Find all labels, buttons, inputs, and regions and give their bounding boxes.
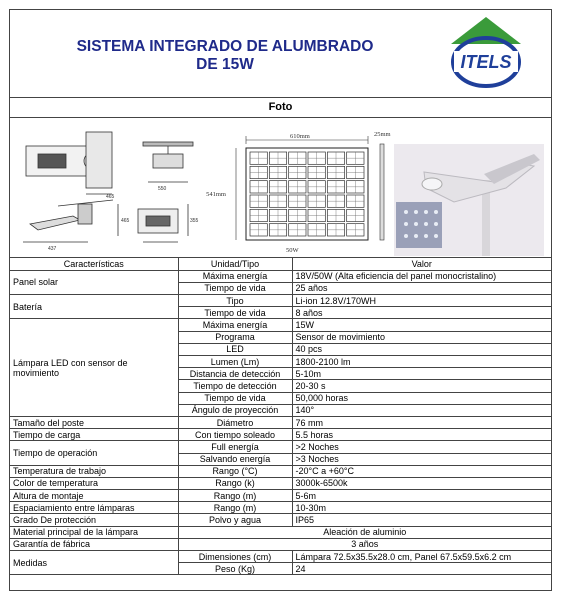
unit-cell: Salvando energía: [178, 453, 292, 465]
unit-cell: Lumen (Lm): [178, 356, 292, 368]
unit-cell: Rango (k): [178, 477, 292, 489]
unit-cell: Con tiempo soleado: [178, 429, 292, 441]
unit-cell: Polvo y agua: [178, 514, 292, 526]
value-cell: >3 Noches: [292, 453, 551, 465]
table-row: [10, 416, 551, 428]
title-line-2: DE 15W: [196, 56, 254, 73]
table-row: [10, 319, 551, 331]
value-cell: 5-6m: [292, 490, 551, 502]
unit-cell: Tipo: [178, 295, 292, 307]
unit-cell: Diámetro: [178, 416, 292, 428]
table-row: [10, 441, 551, 453]
unit-cell: Full energía: [178, 441, 292, 453]
panel-width-label: 610mm: [290, 133, 310, 140]
characteristic-cell: Lámpara LED con sensor de movimiento: [10, 319, 178, 417]
characteristic-cell: Batería: [10, 295, 178, 319]
value-cell: 24: [292, 563, 551, 575]
merged-value-cell: 3 años: [178, 538, 551, 550]
value-cell: 50,000 horas: [292, 392, 551, 404]
spec-table: [10, 258, 551, 575]
unit-cell: Programa: [178, 331, 292, 343]
logo-text: ITELS: [460, 52, 512, 72]
value-cell: 76 mm: [292, 416, 551, 428]
table-row: [10, 514, 551, 526]
value-cell: >2 Noches: [292, 441, 551, 453]
dim-c: 465: [121, 218, 130, 224]
panel-power-label: 50W: [286, 247, 299, 254]
value-cell: Sensor de movimiento: [292, 331, 551, 343]
unit-cell: LED: [178, 343, 292, 355]
characteristic-cell: Material principal de la lámpara: [10, 526, 178, 538]
value-cell: 3000k-6500k: [292, 477, 551, 489]
characteristic-cell: Temperatura de trabajo: [10, 465, 178, 477]
product-photo: [394, 144, 544, 256]
document-title: [40, 38, 410, 74]
value-cell: 5.5 horas: [292, 429, 551, 441]
value-cell: 20-30 s: [292, 380, 551, 392]
unit-cell: Dimensiones (cm): [178, 551, 292, 563]
dim-d: 437: [48, 246, 57, 252]
unit-cell: Tiempo de detección: [178, 380, 292, 392]
characteristic-cell: Panel solar: [10, 270, 178, 294]
characteristic-cell: Color de temperatura: [10, 477, 178, 489]
panel-depth-label: 25mm: [374, 131, 391, 138]
unit-cell: Tiempo de vida: [178, 392, 292, 404]
unit-cell: Distancia de detección: [178, 368, 292, 380]
table-row: [10, 551, 551, 563]
value-cell: 5-10m: [292, 368, 551, 380]
solar-panel-drawing: [206, 130, 398, 255]
foto-label: Foto: [10, 98, 551, 118]
header: [10, 10, 551, 98]
unit-cell: Rango (°C): [178, 465, 292, 477]
characteristic-cell: Altura de montaje: [10, 490, 178, 502]
table-row: [10, 270, 551, 282]
unit-cell: Ángulo de proyección: [178, 404, 292, 416]
characteristic-cell: Tiempo de operación: [10, 441, 178, 465]
value-cell: 15W: [292, 319, 551, 331]
panel-height-label: 541mm: [206, 191, 226, 198]
characteristic-cell: Medidas: [10, 551, 178, 575]
unit-cell: Tiempo de vida: [178, 282, 292, 294]
unit-cell: Tiempo de vida: [178, 307, 292, 319]
unit-cell: Rango (m): [178, 502, 292, 514]
column-header: Características: [10, 258, 178, 270]
value-cell: 25 años: [292, 282, 551, 294]
unit-cell: Peso (Kg): [178, 563, 292, 575]
table-row: [10, 477, 551, 489]
dim-e: 355: [190, 218, 199, 224]
value-cell: 18V/50W (Alta eficiencia del panel monocristalino): [292, 270, 551, 282]
value-cell: Li-ion 12.8V/170WH: [292, 295, 551, 307]
table-row: [10, 526, 551, 538]
value-cell: 8 años: [292, 307, 551, 319]
dim-a: 465: [106, 194, 115, 200]
unit-cell: Rango (m): [178, 490, 292, 502]
itels-logo: [446, 14, 526, 94]
unit-cell: Máxima energía: [178, 319, 292, 331]
dim-b: 550: [158, 186, 167, 192]
unit-cell: Máxima energía: [178, 270, 292, 282]
value-cell: 40 pcs: [292, 343, 551, 355]
column-header: Valor: [292, 258, 551, 270]
table-row: [10, 502, 551, 514]
column-header: Unidad/Tipo: [178, 258, 292, 270]
value-cell: 10-30m: [292, 502, 551, 514]
value-cell: -20°C a +60°C: [292, 465, 551, 477]
table-row: [10, 465, 551, 477]
value-cell: IP65: [292, 514, 551, 526]
table-header-row: [10, 258, 551, 270]
table-row: [10, 295, 551, 307]
photo-area: [10, 118, 551, 258]
characteristic-cell: Tiempo de carga: [10, 429, 178, 441]
characteristic-cell: Garantía de fábrica: [10, 538, 178, 550]
characteristic-cell: Tamaño del poste: [10, 416, 178, 428]
table-row: [10, 429, 551, 441]
technical-drawing: [18, 124, 198, 254]
value-cell: 140°: [292, 404, 551, 416]
characteristic-cell: Espaciamiento entre lámparas: [10, 502, 178, 514]
spec-sheet: [9, 9, 552, 591]
merged-value-cell: Aleación de aluminio: [178, 526, 551, 538]
table-row: [10, 490, 551, 502]
table-row: [10, 538, 551, 550]
value-cell: Lámpara 72.5x35.5x28.0 cm, Panel 67.5x59.5x6.2 cm: [292, 551, 551, 563]
characteristic-cell: Grado De protección: [10, 514, 178, 526]
title-line-1: SISTEMA INTEGRADO DE ALUMBRADO: [76, 38, 374, 55]
value-cell: 1800-2100 lm: [292, 356, 551, 368]
